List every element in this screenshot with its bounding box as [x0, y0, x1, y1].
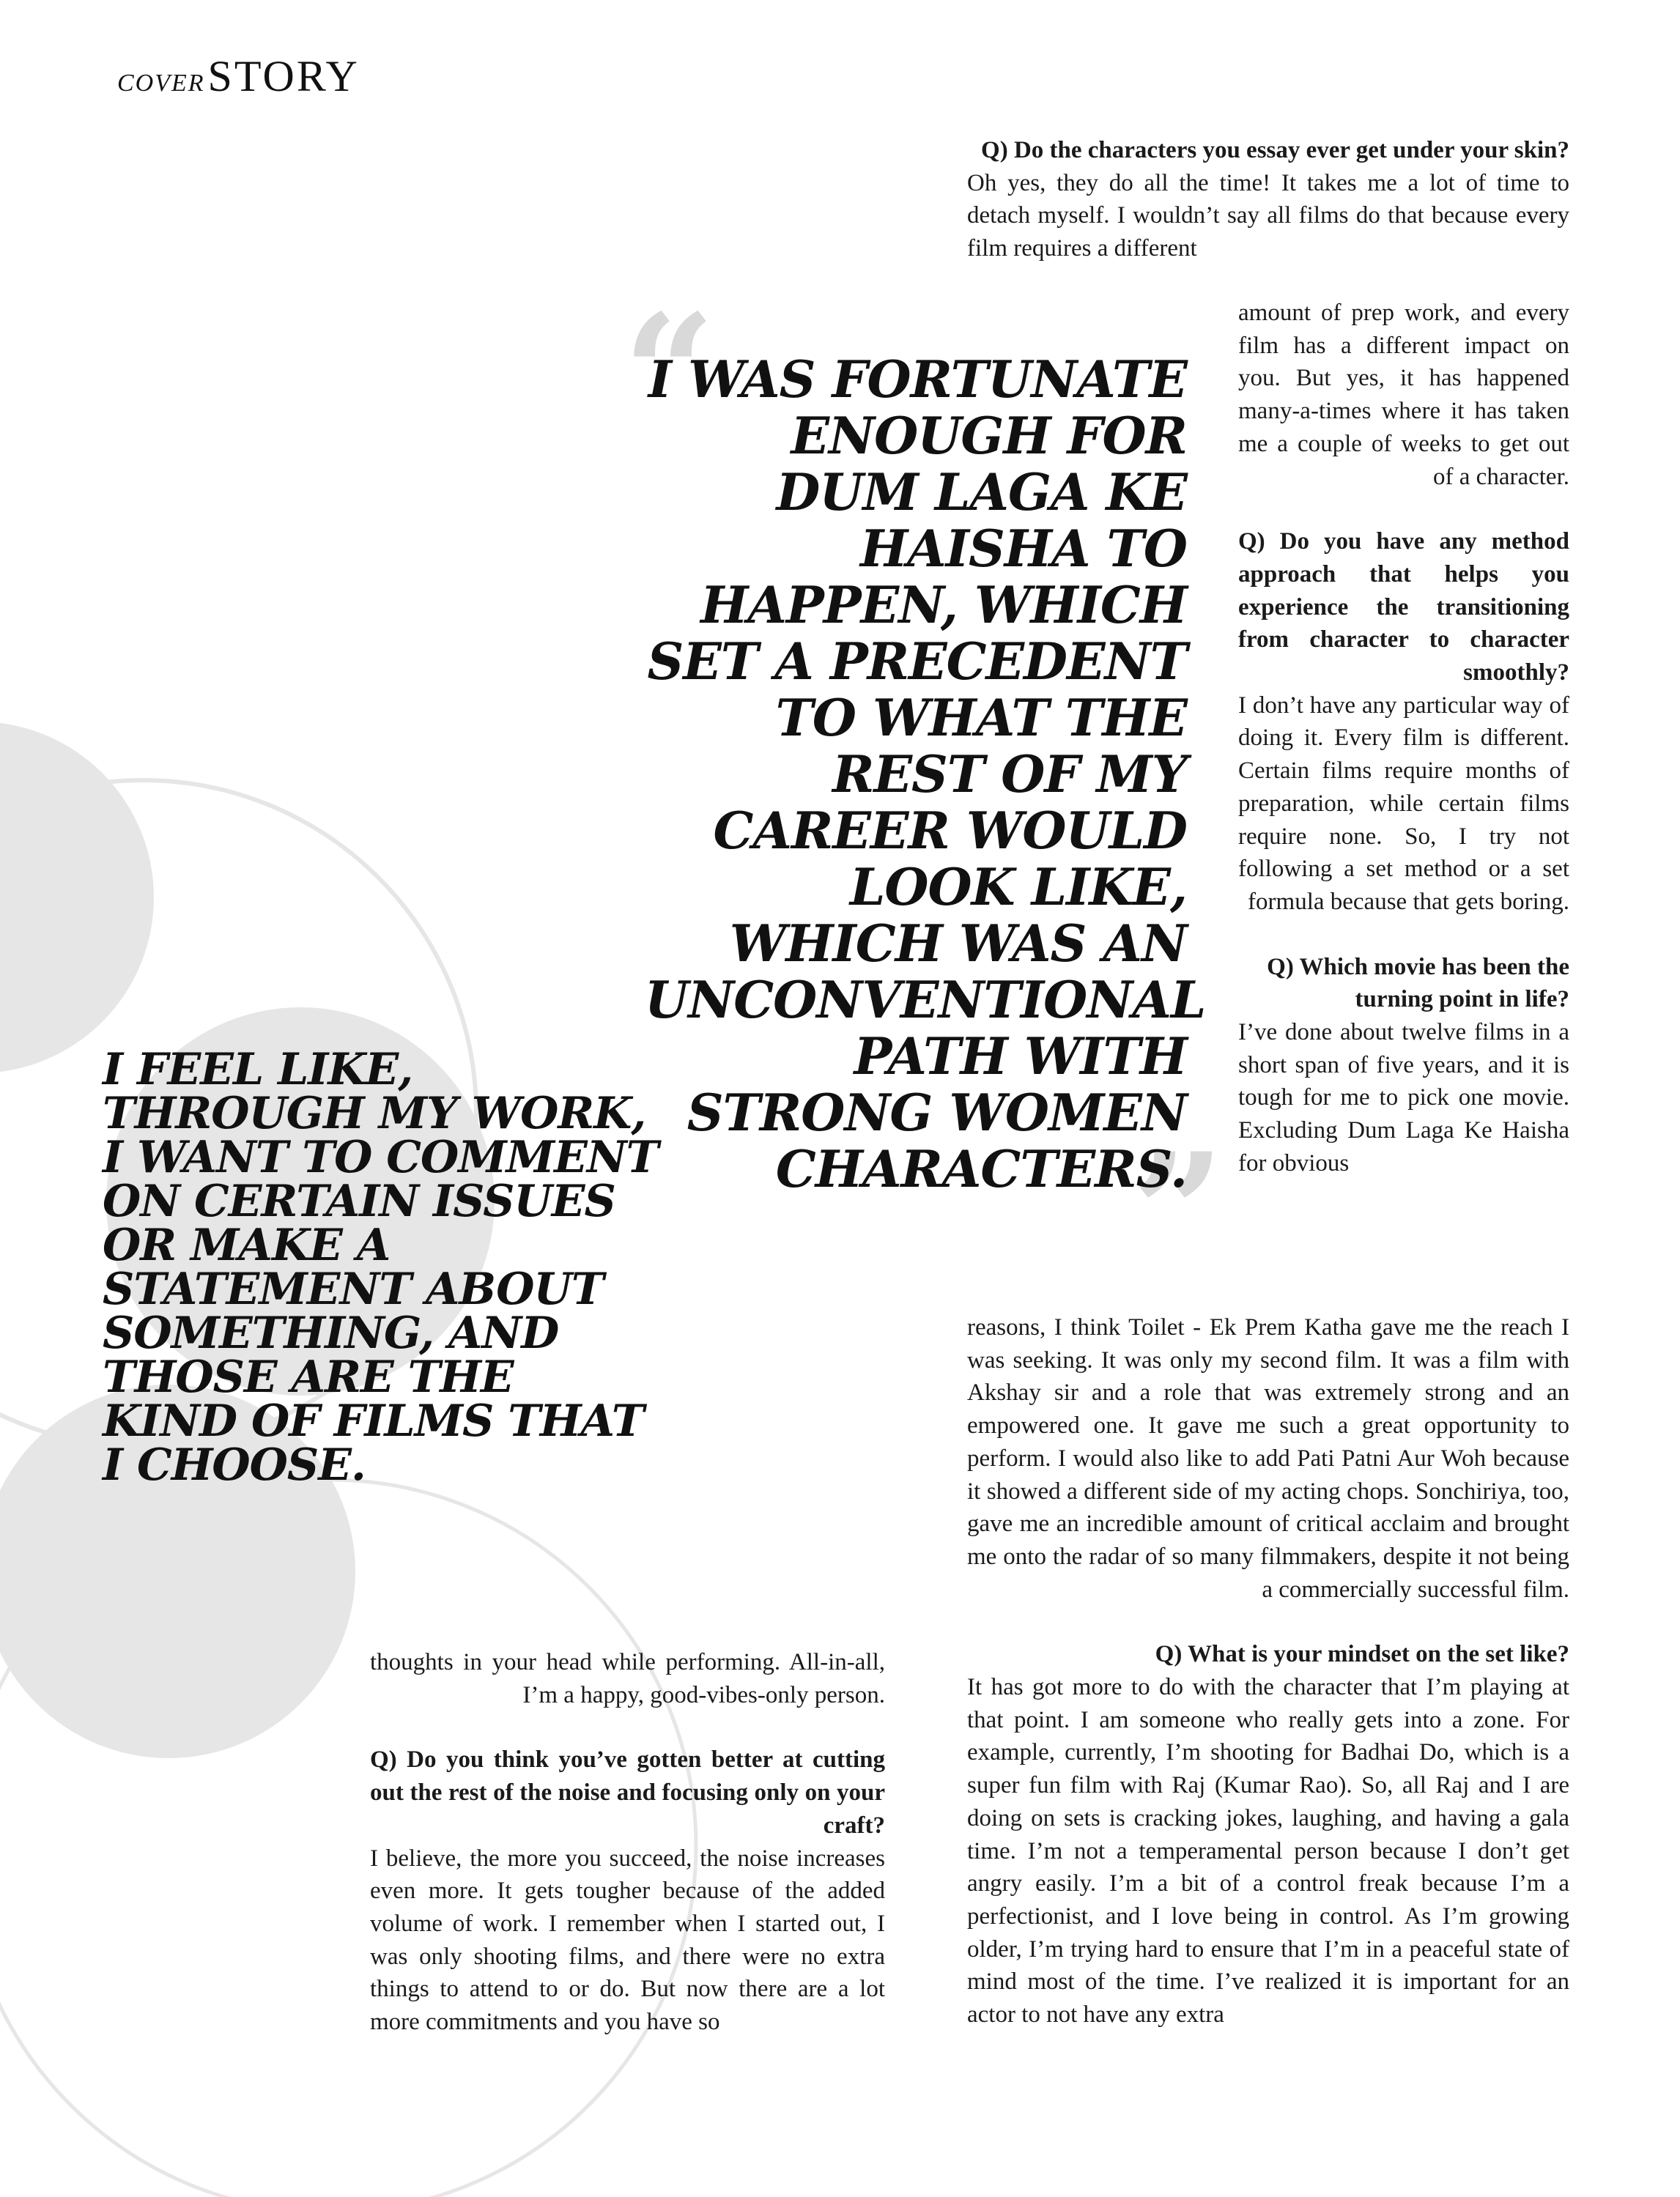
question-1: Q) Do the characters you essay ever get under your skin? — [981, 137, 1569, 163]
answer-1-bottom: amount of prep work, and every film has a different impact on you. But yes, it has happened many-a-times where it has taken me a couple of weeks to get out of a character. — [1238, 300, 1569, 490]
answer-4: It has got more to do with the character that I’m playing at that point. I am someone who really gets into a zone. For example, currently, I’m shooting for Badhai Do, which is a super fun film with Raj (Kumar Rao). So, all Raj and I are doing on sets is cracking jokes, laughing, and having a gala time. I’m not a temperamental person because I don’t get angry easily. I’m a bit of a control freak because I’m a perfectionist, and I love being in control. As I’m growing older, I’m trying hard to ensure that I’m in a peaceful state of mind most of the time. I’ve realized it is important for an actor to not have any extra — [967, 1674, 1569, 2029]
answer-1-top: Oh yes, they do all the time! It takes me a lot of time to detach myself. I wouldn’t say all films do that because every film requires a different — [967, 169, 1569, 262]
left-column — [370, 1646, 885, 2039]
filled-circle-top — [0, 722, 154, 1073]
question-4: Q) What is your mindset on the set like? — [1155, 1641, 1569, 1668]
answer-2: I don’t have any particular way of doing it. Every film is different. Certain films require months of preparation, while certain films require none. So, I try not following a set method or a set formula because that gets boring. — [1238, 692, 1569, 915]
close-quote-icon: ” — [1132, 1117, 1225, 1307]
question-2: Q) Do you have any method approach that helps you experience the transitioning from character to character smoothly? — [1238, 528, 1569, 686]
header-story: STORY — [207, 52, 360, 100]
right-column-top — [967, 134, 1569, 265]
pull-quote-left: I FEEL LIKE, THROUGH MY WORK, I WANT TO COMMENT ON CERTAIN ISSUES OR MAKE A STATEMENT ABOUT SOMETHING, AND THOSE ARE THE KIND OF FILMS THAT I CHOOSE. — [103, 1044, 659, 1491]
pull-quote-main: I WAS FORTUNATE ENOUGH FOR DUM LAGA KE HAISHA TO HAPPEN, WHICH SET A PRECEDENT TO WHAT THE REST OF MY CAREER WOULD LOOK LIKE, WHICH WAS AN UNCONVENTIONAL PATH WITH STRONG WOMEN CHARACTERS. — [645, 350, 1206, 1199]
header-cover: COVER — [117, 70, 205, 97]
right-column-narrow — [1238, 297, 1569, 1180]
question-3: Q) Which movie has been the turning point in life? — [1267, 953, 1569, 1013]
open-quote-icon: “ — [623, 278, 716, 468]
answer-5: I believe, the more you succeed, the noise increases even more. It gets tougher because of the added volume of work. I remember when I started out, I was only shooting films, and there were no extra things to attend to or do. But now there are a lot more commitments and you have so — [370, 1845, 885, 2036]
question-5: Q) Do you think you’ve gotten better at cutting out the rest of the noise and focusing only on your craft? — [370, 1746, 885, 1839]
answer-3-narrow: I’ve done about twelve films in a short span of five years, and it is tough for me to pick one movie. Excluding Dum Laga Ke Haisha for obvious — [1238, 1019, 1569, 1177]
answer-3-wide: reasons, I think Toilet - Ek Prem Katha gave me the reach I was seeking. It was only my second film. It was a film with Akshay sir and a role that was extremely strong and an empowered one. It gave me such a great opportunity to perform. I would also like to add Pati Patni Aur Woh because it showed a different side of my acting chops. Sonchiriya, too, gave me an incredible amount of critical acclaim and brought me onto the radar of so many filmmakers, despite it not being a commercially successful film. — [967, 1314, 1569, 1603]
section-header — [117, 51, 360, 102]
answer-intro: thoughts in your head while performing. All-in-all, I’m a happy, good-vibes-only person. — [370, 1649, 885, 1708]
right-column-bottom — [967, 1311, 1569, 2031]
